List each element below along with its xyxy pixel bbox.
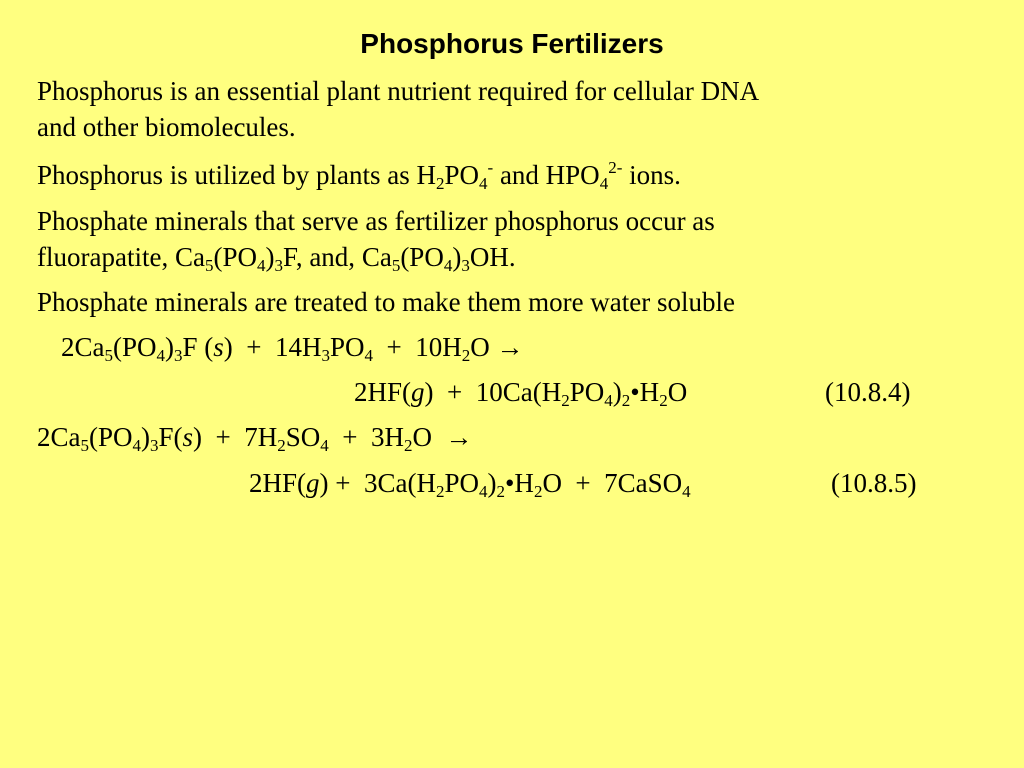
eq2-state-solid: s — [182, 422, 194, 452]
mineral1-sub-o: 4 — [256, 256, 266, 275]
mineral2-sub-group: 3 — [461, 256, 470, 275]
eq1-sub: 4 — [364, 346, 374, 365]
para4: Phosphate minerals are treated to make them more water soluble — [37, 287, 736, 317]
para2 — [37, 157, 681, 193]
mineral2-ca: Ca — [361, 242, 392, 272]
eq1-reactants — [61, 329, 524, 365]
mineral1-sub-ca: 5 — [204, 256, 214, 275]
eq1-term: O — [667, 377, 688, 407]
eq2-arrow-icon: → — [445, 422, 473, 452]
eq1-sub: 2 — [659, 391, 668, 410]
eq2-sub: 2 — [277, 436, 286, 455]
eq2-term: F( — [158, 422, 183, 452]
eq1-sub: 5 — [104, 346, 113, 365]
para3-line1: Phosphate minerals that serve as fertilizer phosphorus occur as — [37, 206, 715, 236]
eq2-term: ) + 3Ca(H — [319, 468, 436, 498]
eq1-state-solid: s — [213, 332, 224, 362]
eq1-term: O — [470, 332, 497, 362]
eq2-term: O — [412, 422, 446, 452]
eq1-term: ) — [612, 377, 622, 407]
eq1-arrow-icon: → — [496, 332, 524, 362]
eq1-term: + 10H — [373, 332, 462, 362]
eq2-term: PO — [444, 468, 479, 498]
eq2-term: (PO — [89, 422, 133, 452]
mineral1-po: (PO — [213, 242, 257, 272]
ion2-sub: 4 — [599, 174, 609, 193]
eq2-sub: 3 — [150, 436, 159, 455]
mineral2-sub-ca: 5 — [391, 256, 401, 275]
eq1-term: 2HF( — [354, 377, 412, 407]
eq2-number: (10.8.5) — [831, 468, 917, 498]
mineral1-paren: ) — [265, 242, 275, 272]
mineral1-ca: Ca — [174, 242, 205, 272]
eq2-sub: 5 — [80, 436, 89, 455]
ion1-charge: - — [487, 158, 494, 177]
eq2-term: + 3H — [328, 422, 405, 452]
para2-text: Phosphorus is utilized by plants as — [37, 160, 417, 190]
eq2-sub: 4 — [132, 436, 142, 455]
eq2-term: 2Ca — [37, 422, 81, 452]
eq1-products — [354, 374, 687, 410]
mineral2-paren: ) — [452, 242, 462, 272]
eq1-term: ) + 14H — [223, 332, 322, 362]
eq2-sub: 4 — [320, 436, 329, 455]
eq2-sub: 4 — [682, 482, 691, 501]
mineral2-sub-o: 4 — [443, 256, 453, 275]
eq1-sub: 4 — [156, 346, 166, 365]
eq2-sub: 2 — [533, 482, 543, 501]
eq2-term: ) — [487, 468, 497, 498]
eq1-term: F ( — [182, 332, 214, 362]
para3-line2 — [37, 239, 516, 275]
eq1-term: PO — [330, 332, 365, 362]
eq1-state-gas: g — [411, 377, 425, 407]
eq2-state-gas: g — [306, 468, 320, 498]
slide-title: Phosphorus Fertilizers — [360, 28, 664, 59]
eq2-term: ) — [141, 422, 151, 452]
eq1-number: (10.8.4) — [825, 377, 911, 407]
ion1-sub1: 2 — [436, 174, 445, 193]
eq1-sub: 2 — [561, 391, 570, 410]
eq2-sub: 2 — [404, 436, 413, 455]
para2-end: ions. — [622, 160, 681, 190]
eq2-sub: 4 — [478, 482, 488, 501]
eq2-term: •H — [504, 468, 534, 498]
mineral2-po: (PO — [400, 242, 444, 272]
mineral2-tail: OH. — [469, 242, 516, 272]
eq1-sub: 2 — [621, 391, 631, 410]
ion1-h: H — [416, 160, 436, 190]
mineral1-tail: F, and, — [282, 242, 362, 272]
eq1-term: ) + 10Ca(H — [424, 377, 562, 407]
ion2-hpo: HPO — [545, 160, 600, 190]
para1-line1: Phosphorus is an essential plant nutrient required for cellular DNA — [37, 76, 760, 106]
eq2-term: ) + 7H — [193, 422, 278, 452]
eq2-term: O + 7CaSO — [542, 468, 683, 498]
para2-and: and — [493, 160, 546, 190]
eq2-sub: 2 — [435, 482, 445, 501]
eq2-sub: 2 — [496, 482, 505, 501]
ion2-charge: 2- — [608, 158, 623, 177]
eq2-term: SO — [285, 422, 321, 452]
eq1-sub: 3 — [321, 346, 331, 365]
ion1-sub2: 4 — [479, 174, 488, 193]
eq1-term: 2Ca — [61, 332, 105, 362]
eq2-products — [249, 465, 691, 501]
eq1-term: (PO — [113, 332, 157, 362]
eq1-term: ) — [165, 332, 175, 362]
para3-pre: fluorapatite, — [37, 242, 175, 272]
ion1-po: PO — [444, 160, 480, 190]
eq1-sub: 4 — [604, 391, 613, 410]
eq1-sub: 3 — [174, 346, 183, 365]
eq2-term: 2HF( — [249, 468, 307, 498]
mineral1-sub-group: 3 — [274, 256, 283, 275]
eq2-reactants — [37, 419, 473, 455]
eq1-sub: 2 — [461, 346, 471, 365]
eq1-term: •H — [630, 377, 660, 407]
para1-line2: and other biomolecules. — [37, 112, 296, 142]
eq1-term: PO — [569, 377, 605, 407]
